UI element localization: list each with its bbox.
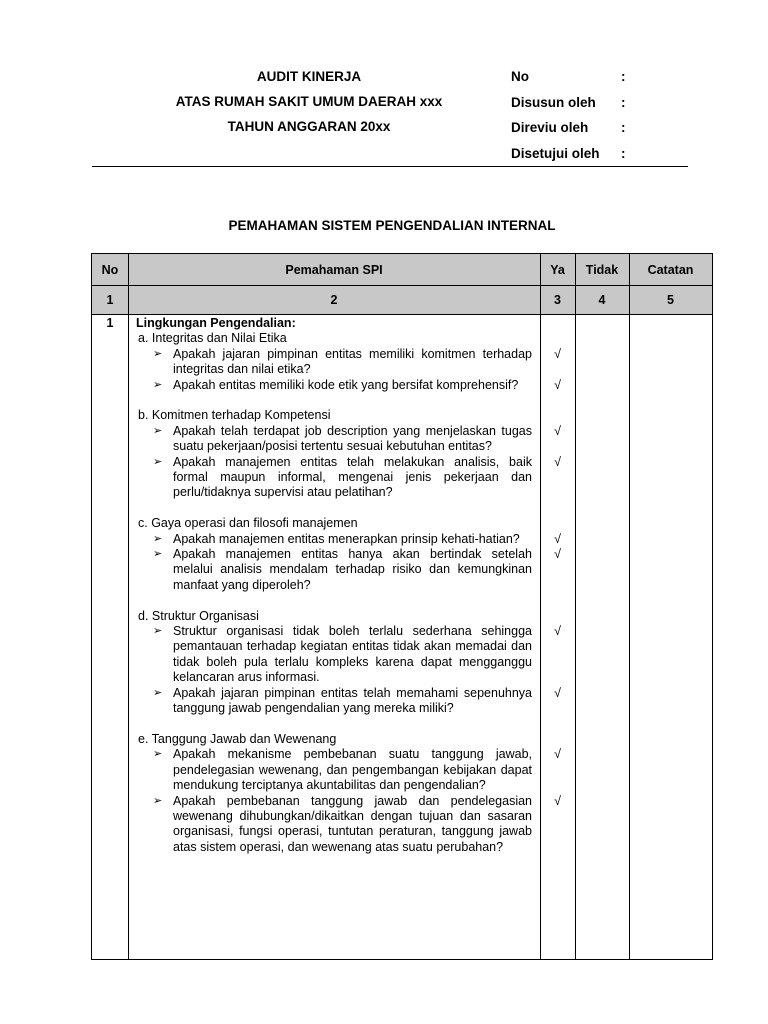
arrow-bullet-icon: ➢ bbox=[153, 686, 163, 699]
meta-label-disusun: Disusun oleh bbox=[511, 94, 596, 110]
ya-checkmark: √ bbox=[554, 624, 561, 639]
ya-checkmark: √ bbox=[554, 747, 561, 762]
report-title-block bbox=[150, 64, 468, 139]
spi-content bbox=[136, 316, 532, 855]
section-title: PEMAHAMAN SISTEM PENGENDALIAN INTERNAL bbox=[228, 218, 556, 233]
arrow-bullet-icon: ➢ bbox=[153, 748, 163, 761]
header-tidak: Tidak bbox=[585, 262, 619, 277]
subsection-heading: d. Struktur Organisasi bbox=[138, 608, 259, 623]
meta-colon: : bbox=[621, 69, 626, 84]
column-number-5: 5 bbox=[667, 293, 674, 307]
spi-table bbox=[91, 253, 713, 960]
arrow-bullet-icon: ➢ bbox=[153, 347, 163, 360]
question-text: Apakah jajaran pimpinan entitas memiliki komitmen terhadap integritas dan nilai etika? bbox=[173, 346, 532, 377]
question-text: Apakah telah terdapat job description yang menjelaskan tugas suatu pekerjaan/posisi tertentu sesuai kebutuhan entitas? bbox=[173, 423, 532, 454]
question-item bbox=[136, 747, 532, 793]
table-body bbox=[92, 315, 712, 959]
header-catatan: Catatan bbox=[647, 262, 694, 277]
meta-row-no bbox=[511, 64, 691, 90]
question-item bbox=[136, 794, 532, 856]
arrow-bullet-icon: ➢ bbox=[153, 548, 163, 561]
arrow-bullet-icon: ➢ bbox=[153, 794, 163, 807]
subsection-heading: c. Gaya operasi dan filosofi manajemen bbox=[138, 516, 358, 531]
meta-label-disetujui: Disetujui oleh bbox=[511, 145, 600, 161]
column-number-1: 1 bbox=[106, 293, 114, 307]
question-item bbox=[136, 378, 532, 393]
question-text: Apakah manajemen entitas telah melakukan analisis, baik formal maupun informal, mengenai jenis pekerjaan dan perlu/tidaknya supervisi atau pelatihan? bbox=[173, 454, 532, 500]
arrow-bullet-icon: ➢ bbox=[153, 424, 163, 437]
ya-checkmark: √ bbox=[554, 793, 561, 808]
question-item bbox=[136, 424, 532, 455]
ya-checkmark: √ bbox=[554, 531, 561, 546]
report-title-line-2: ATAS RUMAH SAKIT UMUM DAERAH xxx bbox=[175, 94, 443, 109]
meta-label-direviu: Direviu oleh bbox=[511, 120, 589, 135]
meta-label-no: No bbox=[511, 69, 529, 84]
table-header-row bbox=[92, 254, 712, 286]
subsection-heading: b. Komitmen terhadap Kompetensi bbox=[138, 408, 331, 423]
question-text: Struktur organisasi tidak boleh terlalu sederhana sehingga pemantauan terhadap kegiatan entitas tidak akan memadai dan tidak boleh pula terlalu kompleks karena dapat mengganggu kelancaran arus informasi. bbox=[173, 624, 532, 685]
subsection-heading: e. Tanggung Jawab dan Wewenang bbox=[138, 731, 337, 746]
question-text: Apakah jajaran pimpinan entitas telah memahami sepenuhnya tanggung jawab pengendalian yang mereka miliki? bbox=[173, 685, 532, 716]
question-item bbox=[136, 686, 532, 717]
header-no: No bbox=[101, 262, 119, 277]
header-divider bbox=[92, 166, 688, 167]
section-spacer bbox=[136, 717, 532, 732]
meta-row-disusun bbox=[511, 90, 691, 116]
report-title-line-1: AUDIT KINERJA bbox=[256, 69, 362, 84]
arrow-bullet-icon: ➢ bbox=[153, 625, 163, 638]
column-number-3: 3 bbox=[554, 293, 561, 307]
question-item bbox=[136, 455, 532, 501]
question-item bbox=[136, 547, 532, 593]
ya-checkmark: √ bbox=[554, 346, 561, 361]
question-item bbox=[136, 624, 532, 686]
question-item bbox=[136, 347, 532, 378]
report-title-line-3: TAHUN ANGGARAN 20xx bbox=[227, 119, 391, 134]
question-text: Apakah mekanisme pembebanan suatu tanggung jawab, pendelegasian wewenang, dan pengembangan kebijakan dapat mendukung terciptanya akuntabilitas dan pengendalian? bbox=[173, 747, 532, 793]
question-text: Apakah entitas memiliki kode etik yang bersifat komprehensif? bbox=[173, 377, 519, 392]
table-number-row bbox=[92, 286, 712, 315]
meta-colon: : bbox=[621, 145, 626, 161]
ya-checkmark: √ bbox=[554, 685, 561, 700]
meta-colon: : bbox=[621, 94, 626, 110]
row-number: 1 bbox=[106, 316, 114, 330]
category-title: Lingkungan Pengendalian: bbox=[136, 316, 296, 330]
arrow-bullet-icon: ➢ bbox=[153, 378, 163, 391]
ya-checkmark: √ bbox=[554, 547, 561, 562]
meta-colon: : bbox=[621, 120, 626, 135]
arrow-bullet-icon: ➢ bbox=[153, 532, 163, 545]
question-text: Apakah pembebanan tanggung jawab dan pendelegasian wewenang dihubungkan/dikaitkan dengan tujuan dan sasaran organisasi, fungsi operasi, tuntutan peraturan, tanggung jawab atas sistem operasi, dan wewenang atas suatu perubahan? bbox=[173, 793, 532, 854]
arrow-bullet-icon: ➢ bbox=[153, 455, 163, 468]
section-spacer bbox=[136, 393, 532, 408]
document-meta-block bbox=[511, 64, 691, 166]
section-spacer bbox=[136, 501, 532, 516]
section-spacer bbox=[136, 593, 532, 608]
ya-checkmark: √ bbox=[554, 377, 561, 392]
meta-row-direviu bbox=[511, 115, 691, 141]
question-item bbox=[136, 532, 532, 547]
column-number-2: 2 bbox=[330, 293, 338, 307]
question-text: Apakah manajemen entitas menerapkan prinsip kehati-hatian? bbox=[173, 531, 520, 546]
column-number-4: 4 bbox=[598, 293, 606, 307]
subsection-heading: a. Integritas dan Nilai Etika bbox=[138, 331, 287, 346]
question-text: Apakah manajemen entitas hanya akan bertindak setelah melalui analisis mendalam terhadap risiko dan kemungkinan manfaat yang diperoleh? bbox=[173, 547, 532, 592]
ya-checkmark: √ bbox=[554, 423, 561, 438]
header-ya: Ya bbox=[550, 262, 565, 277]
header-spi: Pemahaman SPI bbox=[285, 262, 383, 277]
meta-row-disetujui bbox=[511, 141, 691, 167]
ya-checkmark: √ bbox=[554, 454, 561, 469]
